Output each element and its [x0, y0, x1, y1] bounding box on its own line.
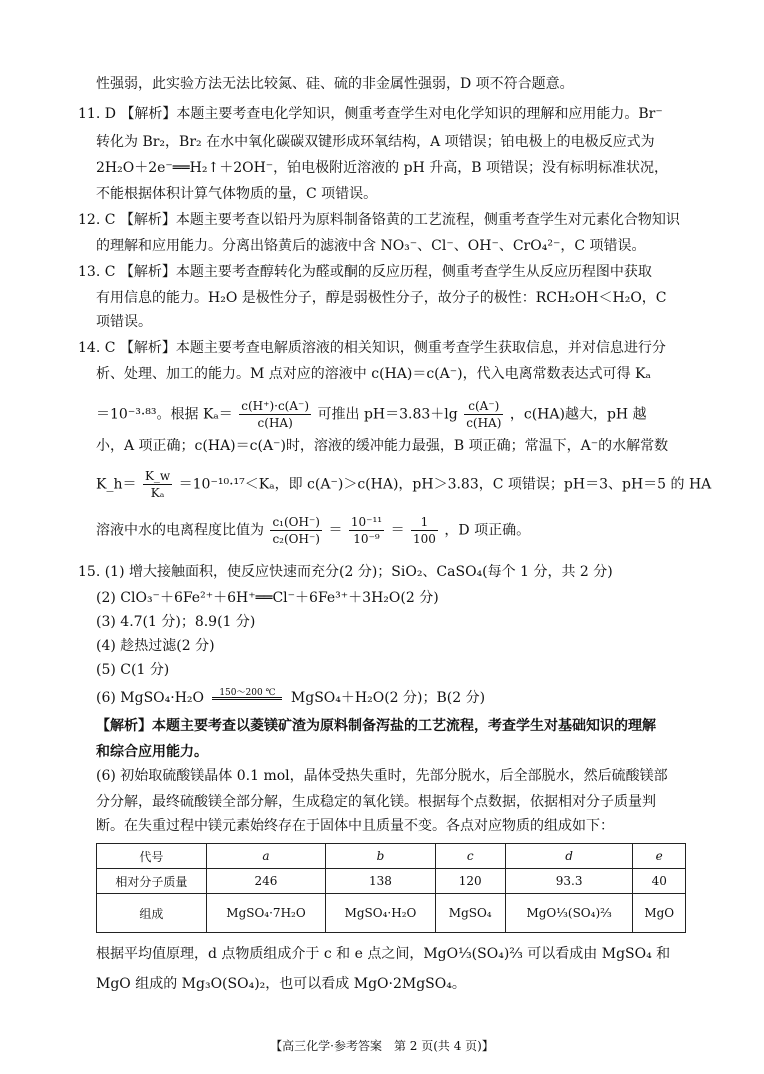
composition-table — [96, 843, 686, 933]
text-span: K_h＝ — [96, 476, 137, 493]
table-cell: MgO⅓(SO₄)⅔ — [505, 894, 633, 933]
table-cell: e — [633, 844, 686, 869]
text-line: 根据平均值原理，d 点物质组成介于 c 和 e 点之间，MgO⅓(SO₄)⅔ 可以看成由 MgSO₄ 和 — [96, 946, 671, 962]
table-cell: d — [505, 844, 633, 869]
q12-line: 12. C 【解析】本题主要考查以铅丹为原料制备铬黄的工艺流程，侧重考查学生对元素化合物知识 — [78, 212, 680, 228]
text-line: 分分解，最终硫酸镁全部分解，生成稳定的氧化镁。根据每个点数据，依据相对分子质量判 — [96, 794, 656, 810]
table-cell: MgSO₄·7H₂O — [206, 894, 326, 933]
text-span: MgSO₄＋H₂O(2 分)；B(2 分) — [290, 690, 486, 706]
equals: ＝ — [328, 522, 343, 539]
equals: ＝ — [390, 522, 405, 539]
ratio-fraction — [270, 514, 322, 547]
lg-fraction — [464, 398, 503, 431]
text-line: 性强弱，此实验方法无法比较氮、硅、硫的非金属性强弱，D 项不符合题意。 — [96, 76, 574, 92]
table-cell: 40 — [633, 869, 686, 894]
table-cell: 93.3 — [505, 869, 633, 894]
table-row — [97, 869, 686, 894]
text-line: (6) 初始取硫酸镁晶体 0.1 mol，晶体受热失重时，先部分脱水，后全部脱水，然后硫酸镁部 — [96, 768, 668, 784]
numerator: 10⁻¹¹ — [350, 515, 383, 529]
text-span: ，c(HA)越大，pH 越 — [509, 406, 647, 423]
table-cell: 138 — [326, 869, 435, 894]
text-line: 2H₂O＋2e⁻══H₂↑＋2OH⁻，铂电极附近溶液的 pH 升高，B 项错误；没有标明标准状况， — [96, 160, 668, 176]
text-line: 项错误。 — [96, 314, 152, 330]
text-span: ＝10⁻³·⁸³。根据 Kₐ＝ — [96, 406, 233, 423]
table-cell: b — [326, 844, 435, 869]
q14-line: 14. C 【解析】本题主要考查电解质溶液的相关知识，侧重考查学生获取信息，并对信息进行分 — [78, 340, 666, 356]
text-line: (2) ClO₃⁻＋6Fe²⁺＋6H⁺══Cl⁻＋6Fe³⁺＋3H₂O(2 分) — [96, 590, 439, 606]
text-line: (3) 4.7(1 分)；8.9(1 分) — [96, 614, 256, 630]
q14-kh-line — [96, 468, 764, 501]
numerator: c(H⁺)·c(A⁻) — [241, 399, 310, 413]
q14-formula-line — [96, 398, 764, 431]
table-row — [97, 894, 686, 933]
text-span: 可推出 pH＝3.83＋lg — [317, 406, 458, 423]
text-line: 析、处理、加工的能力。M 点对应的溶液中 c(HA)＝c(A⁻)，代入电离常数表达式可得 Kₐ — [96, 366, 651, 382]
ka-fraction — [239, 398, 311, 431]
table-cell: 246 — [206, 869, 326, 894]
denominator: c(HA) — [257, 416, 293, 430]
text-line: 断。在失重过程中镁元素始终存在于固体中且质量不变。各点对应物质的组成如下： — [96, 818, 614, 834]
table-cell: MgO — [633, 894, 686, 933]
q15-equation-line — [96, 688, 764, 708]
text-span: (6) MgSO₄·H₂O — [96, 690, 205, 706]
analysis-line: 和综合应用能力。 — [96, 744, 208, 760]
q14-ratio-line — [96, 514, 764, 547]
table-cell: c — [435, 844, 505, 869]
text-line: 转化为 Br₂，Br₂ 在水中氧化碳碳双键形成环氧结构，A 项错误；铂电极上的电极反应式为 — [96, 134, 655, 150]
ratio-fraction — [411, 514, 438, 547]
table-cell: MgSO₄·H₂O — [326, 894, 435, 933]
denominator: c(HA) — [466, 416, 502, 430]
text-line: 的理解和应用能力。分离出铬黄后的滤液中含 NO₃⁻、Cl⁻、OH⁻、CrO₄²⁻，C 项错误。 — [96, 238, 646, 254]
denominator: 10⁻⁹ — [353, 532, 380, 546]
text-line: MgO 组成的 Mg₃O(SO₄)₂，也可以看成 MgO·2MgSO₄。 — [96, 976, 466, 992]
table-cell: 相对分子质量 — [97, 869, 207, 894]
numerator: 1 — [411, 514, 438, 531]
text-line: (5) C(1 分) — [96, 662, 170, 678]
denominator: 100 — [413, 532, 436, 546]
q11-line: 11. D 【解析】本题主要考查电化学知识，侧重考查学生对电化学知识的理解和应用能力。Br⁻ — [78, 106, 663, 122]
denominator: c₂(OH⁻) — [272, 532, 320, 546]
table-cell: a — [206, 844, 326, 869]
table-cell: 组成 — [97, 894, 207, 933]
q15-line: 15. (1) 增大接触面积，使反应快速而充分(2 分)；SiO₂、CaSO₄(每个 1 分，共 2 分) — [78, 564, 613, 580]
text-line: 小，A 项正确；c(HA)＝c(A⁻)时，溶液的缓冲能力最强，B 项正确；常温下，A⁻的水解常数 — [96, 438, 669, 454]
text-span: ＝10⁻¹⁰·¹⁷＜Kₐ，即 c(A⁻)＞c(HA)，pH＞3.83，C 项错误；pH＝3、pH＝5 的 HA — [178, 476, 712, 493]
page-footer: 【高三化学·参考答案 第 2 页(共 4 页)】 — [270, 1039, 494, 1053]
condition-label: 150～200 ℃ — [219, 687, 276, 698]
reaction-condition — [212, 687, 282, 700]
numerator: c(A⁻) — [464, 398, 503, 415]
table-cell: MgSO₄ — [435, 894, 505, 933]
q13-line: 13. C 【解析】本题主要考查醇转化为醛或酮的反应历程，侧重考查学生从反应历程图中获取 — [78, 264, 652, 280]
numerator: K_w — [144, 469, 171, 483]
ratio-fraction — [349, 514, 384, 547]
table-cell: 代号 — [97, 844, 207, 869]
text-span: 溶液中水的电离程度比值为 — [96, 522, 264, 539]
kh-fraction — [143, 468, 172, 501]
numerator: c₁(OH⁻) — [272, 515, 320, 529]
table-header-row — [97, 844, 686, 869]
text-line: 不能根据体积计算气体物质的量，C 项错误。 — [96, 186, 378, 202]
table-cell: 120 — [435, 869, 505, 894]
text-line: 有用信息的能力。H₂O 是极性分子，醇是弱极性分子，故分子的极性：RCH₂OH＜H₂O，C — [96, 290, 667, 306]
analysis-line: 【解析】本题主要考查以菱镁矿渣为原料制备泻盐的工艺流程，考查学生对基础知识的理解 — [96, 718, 656, 734]
denominator: Kₐ — [150, 486, 165, 500]
text-span: ，D 项正确。 — [444, 522, 531, 539]
text-line: (4) 趁热过滤(2 分) — [96, 638, 215, 654]
